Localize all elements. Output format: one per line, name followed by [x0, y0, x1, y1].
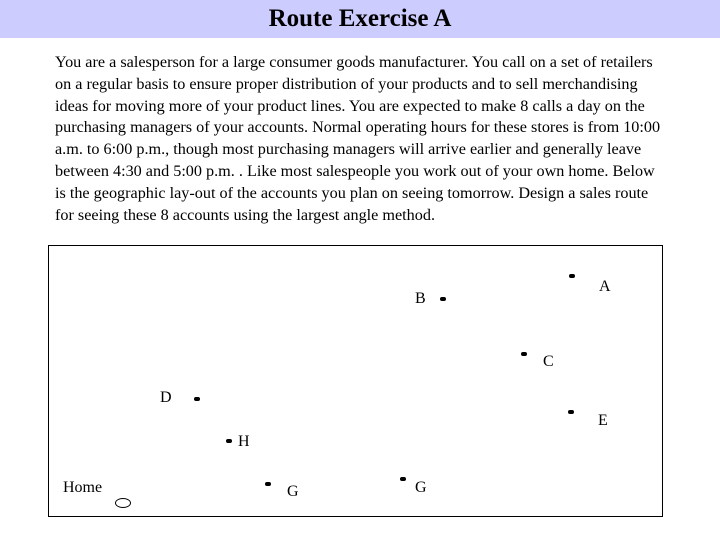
account-e-dot-icon — [568, 410, 574, 414]
exercise-description: You are a salesperson for a large consumer goods manufacturer. You call on a set of retailers on a regular basis to ensure proper distribution of your products and to sell merchandising ideas for moving more of your product lines. You are expected to make 8 calls a day on the purchasing managers of your accounts. Normal operating hours for these stores is from 10:00 a.m. to 6:00 p.m., though most purchasing managers will arrive earlier and generally leave between 4:30 and 5:00 p.m. . Like most salespeople you work out of your own home. Below is the geographic lay-out of the accounts you plan on seeing tomorrow. Design a sales route for seeing these 8 accounts using the largest angle method. — [55, 53, 661, 224]
account-b-label: B — [415, 290, 426, 307]
account-g1-dot-icon — [265, 482, 271, 486]
account-c-dot-icon — [521, 352, 527, 356]
account-a-label: A — [599, 278, 611, 295]
slide-title: Route Exercise A — [268, 5, 452, 32]
title-bar — [0, 0, 720, 38]
account-d-dot-icon — [194, 397, 200, 401]
account-a-dot-icon — [569, 274, 575, 278]
account-h-label: H — [238, 433, 250, 450]
account-c-label: C — [543, 353, 554, 370]
account-g1-label: G — [287, 483, 299, 500]
account-e-label: E — [598, 412, 608, 429]
account-g2-label: G — [415, 479, 427, 496]
account-b-dot-icon — [440, 297, 446, 301]
home-oval-icon — [115, 498, 131, 508]
account-map — [48, 245, 663, 517]
home-label: Home — [63, 479, 103, 496]
account-h-dot-icon — [226, 439, 232, 443]
account-g2-dot-icon — [400, 477, 406, 481]
account-d-label: D — [160, 389, 172, 406]
